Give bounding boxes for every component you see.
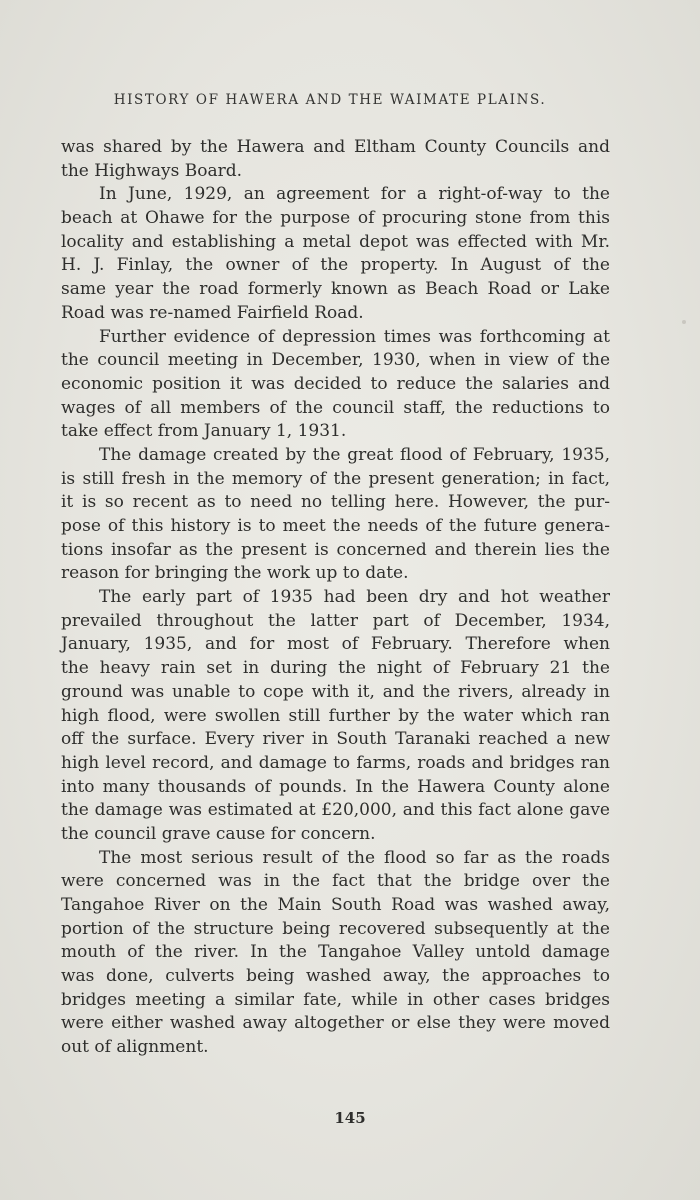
paragraph bbox=[61, 586, 610, 847]
text-line: ground was unable to cope with it, and the rivers, already in bbox=[61, 681, 610, 702]
text-line: Road was re-named Fairfield Road. bbox=[61, 302, 364, 323]
paragraph bbox=[61, 326, 610, 444]
text-line: H. J. Finlay, the owner of the property. In August of the bbox=[61, 255, 610, 276]
paragraph bbox=[61, 444, 610, 586]
text-line: portion of the structure being recovered subsequently at the bbox=[61, 918, 610, 939]
text-line: locality and establishing a metal depot was effected with Mr. bbox=[61, 231, 610, 252]
text-line: Further evidence of depression times was forthcoming at bbox=[99, 326, 610, 347]
text-line: reason for bringing the work up to date. bbox=[61, 563, 409, 584]
text-line: the council meeting in December, 1930, when in view of the bbox=[61, 350, 610, 371]
text-line: beach at Ohawe for the purpose of procuring stone from this bbox=[61, 208, 610, 229]
text-line: out of alignment. bbox=[61, 1037, 209, 1058]
text-line: The damage created by the great flood of February, 1935, bbox=[99, 444, 610, 465]
text-line: The early part of 1935 had been dry and hot weather bbox=[99, 587, 610, 608]
text-line: the Highways Board. bbox=[61, 160, 243, 181]
text-line: Tangahoe River on the Main South Road was washed away, bbox=[61, 895, 610, 915]
text-line: economic position it was decided to reduce the salaries and bbox=[61, 373, 610, 394]
text-line: mouth of the river. In the Tangahoe Valley untold damage bbox=[61, 942, 610, 963]
paper-speck bbox=[682, 320, 686, 324]
body-text bbox=[61, 136, 610, 1060]
text-line: it is so recent as to need no telling here. However, the pur- bbox=[61, 492, 610, 513]
text-line: In June, 1929, an agreement for a right-of-way to the bbox=[99, 184, 610, 205]
running-head: HISTORY OF HAWERA AND THE WAIMATE PLAINS. bbox=[113, 92, 547, 108]
text-line: high level record, and damage to farms, roads and bridges ran bbox=[61, 752, 610, 773]
text-line: is still fresh in the memory of the present generation; in fact, bbox=[61, 468, 610, 489]
page-number: 145 bbox=[334, 1109, 366, 1127]
text-line: pose of this history is to meet the needs of the future genera- bbox=[61, 516, 610, 536]
text-line: the heavy rain set in during the night of February 21 the bbox=[61, 658, 610, 679]
text-line: January, 1935, and for most of February. Therefore when bbox=[61, 634, 610, 655]
text-line: same year the road formerly known as Beach Road or Lake bbox=[61, 279, 610, 300]
text-line: the council grave cause for concern. bbox=[61, 823, 376, 844]
text-line: The most serious result of the flood so far as the roads bbox=[99, 847, 610, 868]
text-line: prevailed throughout the latter part of December, 1934, bbox=[61, 610, 610, 631]
text-line: bridges meeting a similar fate, while in other cases bridges bbox=[61, 989, 610, 1010]
text-line: were concerned was in the fact that the bridge over the bbox=[61, 871, 610, 892]
text-line: take effect from January 1, 1931. bbox=[61, 421, 347, 442]
paragraph bbox=[61, 183, 610, 325]
text-line: into many thousands of pounds. In the Hawera County alone bbox=[61, 776, 610, 797]
text-line: was shared by the Hawera and Eltham County Councils and bbox=[61, 137, 610, 157]
text-line: off the surface. Every river in South Taranaki reached a new bbox=[61, 729, 610, 750]
paragraph bbox=[61, 847, 610, 1060]
text-line: was done, culverts being washed away, the approaches to bbox=[61, 966, 610, 987]
text-line: tions insofar as the present is concerned and therein lies the bbox=[61, 539, 610, 560]
text-line: high flood, were swollen still further by the water which ran bbox=[61, 705, 610, 726]
text-line: wages of all members of the council staff, the reductions to bbox=[61, 397, 610, 418]
paragraph bbox=[61, 136, 610, 183]
text-line: the damage was estimated at £20,000, and this fact alone gave bbox=[61, 800, 610, 821]
text-line: were either washed away altogether or else they were moved bbox=[61, 1013, 610, 1034]
